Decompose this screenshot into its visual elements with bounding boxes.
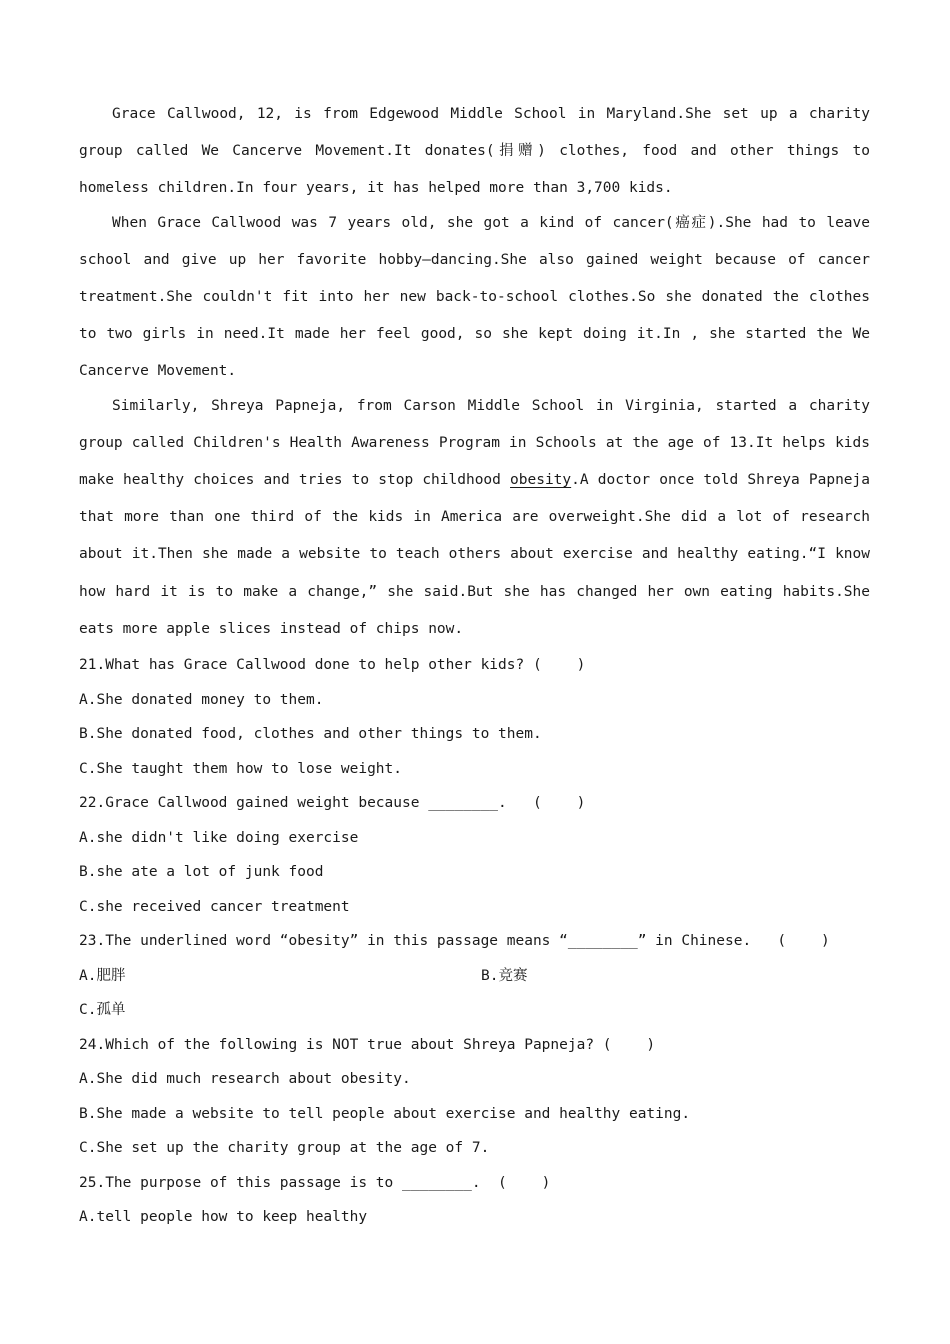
document-page [79,96,870,1235]
question-24 [79,1028,870,1166]
question-22-stem: 22.Grace Callwood gained weight because ________. ( ) [79,795,586,812]
question-23 [79,924,870,1028]
passage-paragraph-2: When Grace Callwood was 7 years old, she got a kind of cancer(癌症).She had to leave school and give up her favorite hobby—dancing.She also gained weight because of cancer treatment.She couldn't fit into her new back-to-school clothes.So she donated the clothes to two girls in need.It made her feel good, so she kept doing it.In , she started the We Cancerve Movement. [79,214,870,380]
question-23-option-b: B.竞赛 [481,967,528,984]
paragraph-3-text-end: .A doctor once told Shreya Papneja that more than one third of the kids in America are overweight.She did a lot of research about it.Then she made a website to teach others about exercise and healthy eating.“I know how hard it is to make a change,” she said.But she has changed her own eating habits.She eats more apple slices instead of chips now. [79,472,870,637]
question-22-option-b: B.she ate a lot of junk food [79,864,324,881]
question-21-option-b: B.She donated food, clothes and other things to them. [79,726,542,743]
question-24-option-b: B.She made a website to tell people about exercise and healthy eating. [79,1105,691,1122]
question-22 [79,786,870,924]
question-22-option-a: A.she didn't like doing exercise [79,829,359,846]
question-22-option-c: C.she received cancer treatment [79,898,350,915]
question-25 [79,1166,870,1235]
passage-paragraph-3 [79,388,870,648]
paragraph-3-text-start: Similarly, Shreya Papneja, from Carson Middle School in Virginia, started a charity group called Children's Health Awareness Program in Schools at the age of 13.It helps kids make healthy choices and tries to stop childhood [79,397,870,489]
question-21-option-a: A.She donated money to them. [79,691,324,708]
underlined-word-obesity: obesity [510,472,572,489]
question-25-option-a: A.tell people how to keep healthy [79,1209,368,1226]
question-24-stem: 24.Which of the following is NOT true about Shreya Papneja? ( ) [79,1036,656,1053]
question-21-option-c: C.She taught them how to lose weight. [79,760,403,777]
question-24-option-a: A.She did much research about obesity. [79,1071,411,1088]
question-21-stem: 21.What has Grace Callwood done to help other kids? ( ) [79,657,586,674]
question-23-stem: 23.The underlined word “obesity” in this passage means “________” in Chinese. ( ) [79,933,830,950]
question-23-option-c: C.孤单 [79,1002,126,1019]
question-25-stem: 25.The purpose of this passage is to ________. ( ) [79,1174,551,1191]
passage-paragraph-1: Grace Callwood, 12, is from Edgewood Middle School in Maryland.She set up a charity group called We Cancerve Movement.It donates(捐赠) clothes, food and other things to homeless children.In four years, it has helped more than 3,700 kids. [79,106,870,197]
question-23-option-a: A.肥胖 [79,967,126,984]
question-21 [79,648,870,786]
question-23-options-row [79,959,870,994]
question-24-option-c: C.She set up the charity group at the age of 7. [79,1140,490,1157]
